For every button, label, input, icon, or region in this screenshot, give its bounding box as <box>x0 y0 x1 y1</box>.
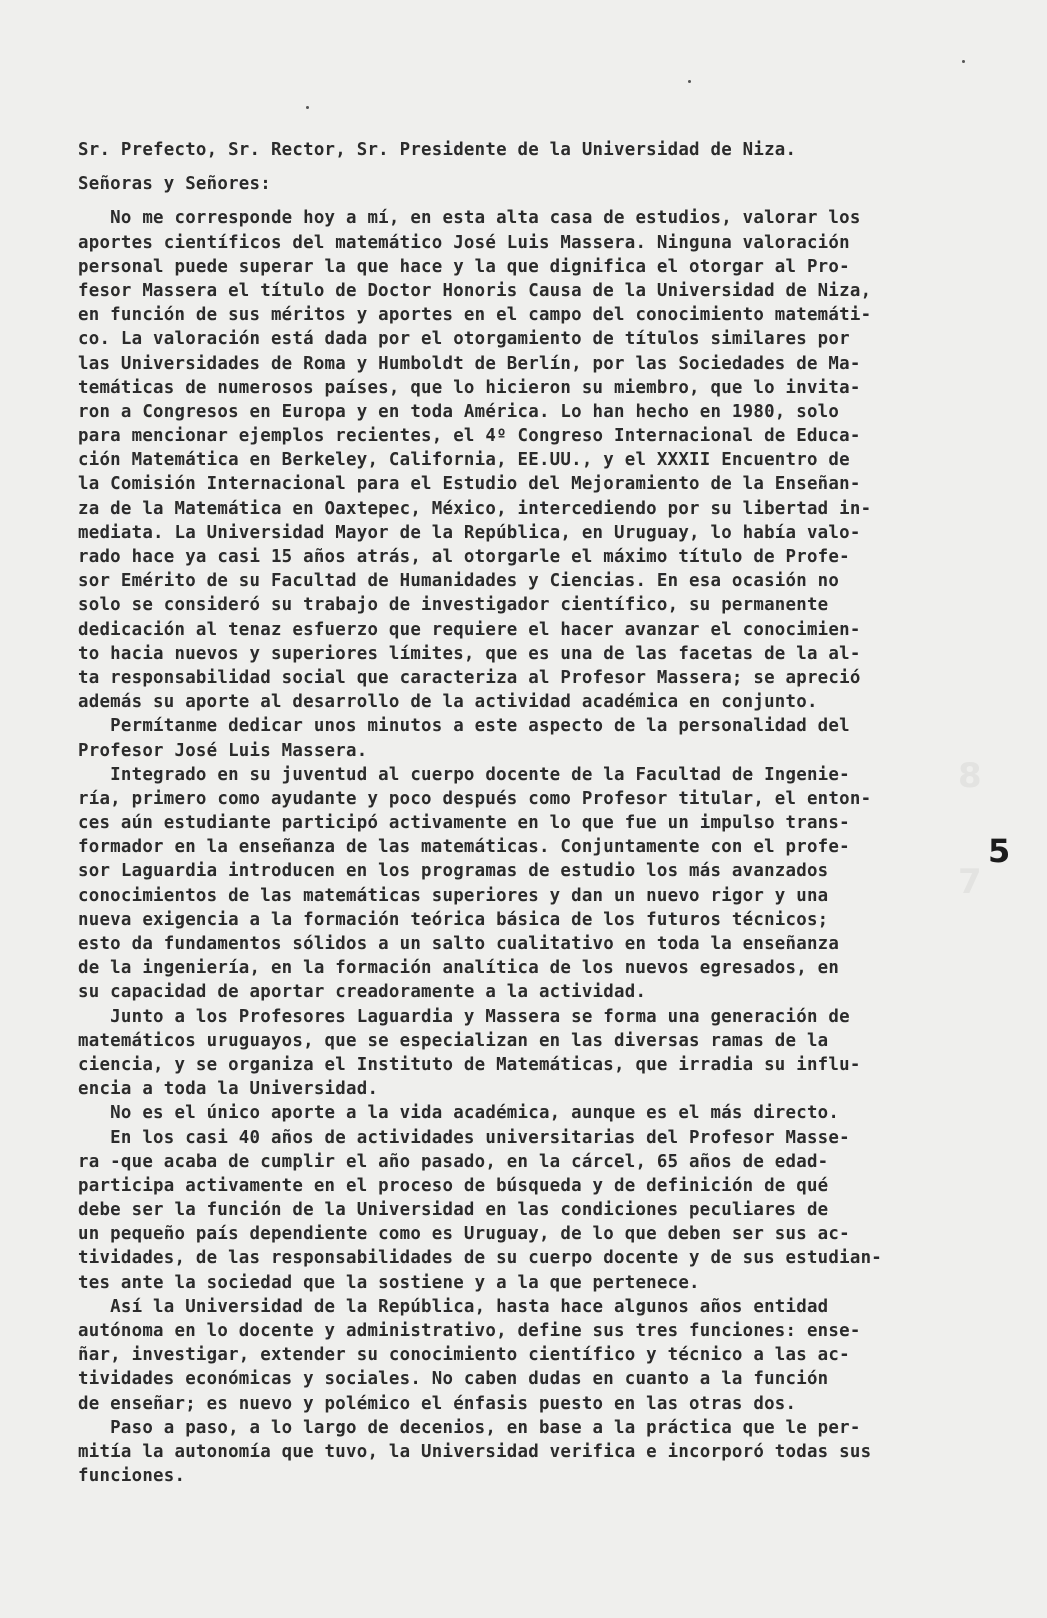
text-line: la Comisión Internacional para el Estudio del Mejoramiento de la Enseñan- <box>78 474 861 495</box>
text-line: las Universidades de Roma y Humboldt de Berlín, por las Sociedades de Ma- <box>78 353 861 374</box>
text-line: tividades, de las responsabilidades de su cuerpo docente y de sus estudian- <box>78 1248 883 1269</box>
letter-body <box>78 138 968 1488</box>
text-line: Señoras y Señores: <box>78 174 271 195</box>
text-line: para mencionar ejemplos recientes, el 4º Congreso Internacional de Educa- <box>78 426 861 447</box>
text-line: en función de sus méritos y aportes en el campo del conocimiento matemáti- <box>78 305 872 326</box>
text-line: ción Matemática en Berkeley, California, EE.UU., y el XXXII Encuentro de <box>78 450 850 471</box>
text-line: mediata. La Universidad Mayor de la República, en Uruguay, lo había valo- <box>78 522 861 543</box>
text-line: Integrado en su juventud al cuerpo docente de la Facultad de Ingenie- <box>78 764 850 785</box>
paper-speck <box>962 60 965 63</box>
text-line: además su aporte al desarrollo de la actividad académica en conjunto. <box>78 692 818 713</box>
text-line: funciones. <box>78 1466 186 1487</box>
text-line: Sr. Prefecto, Sr. Rector, Sr. Presidente de la Universidad de Niza. <box>78 140 797 160</box>
text-line: aportes científicos del matemático José Luis Massera. Ninguna valoración <box>78 232 850 253</box>
text-line: conocimientos de las matemáticas superiores y dan un nuevo rigor y una <box>78 885 829 906</box>
text-line: de la ingeniería, en la formación analítica de los nuevos egresados, en <box>78 958 840 979</box>
text-line: autónoma en lo docente y administrativo, define sus tres funciones: ense- <box>78 1321 861 1341</box>
text-line: formador en la enseñanza de las matemáticas. Conjuntamente con el profe- <box>78 837 850 858</box>
text-line: Paso a paso, a lo largo de decenios, en base a la práctica que le per- <box>78 1417 861 1438</box>
text-line: debe ser la función de la Universidad en las condiciones peculiares de <box>78 1200 829 1221</box>
text-line: Profesor José Luis Massera. <box>78 740 368 761</box>
text-line: co. La valoración está dada por el otorgamiento de títulos similares por <box>78 329 850 350</box>
text-line: fesor Massera el título de Doctor Honoris Causa de la Universidad de Niza, <box>78 280 872 301</box>
text-line: personal puede superar la que hace y la que dignifica el otorgar al Pro- <box>78 256 850 277</box>
page-number: 5 <box>988 832 1011 870</box>
text-line: tividades económicas y sociales. No caben dudas en cuanto a la función <box>78 1369 829 1390</box>
text-line: dedicación al tenaz esfuerzo que requiere el hacer avanzar el conocimien- <box>78 619 861 640</box>
text-line: ta responsabilidad social que caracteriza al Profesor Massera; se apreció <box>78 667 861 688</box>
text-line: ron a Congresos en Europa y en toda América. Lo han hecho en 1980, solo <box>78 401 840 422</box>
text-line: to hacia nuevos y superiores límites, que es una de las facetas de la al- <box>78 643 861 664</box>
text-line: sor Laguardia introducen en los programas de estudio los más avanzados <box>78 861 829 882</box>
text-line: Así la Universidad de la República, hasta hace algunos años entidad <box>78 1296 829 1317</box>
text-line: ñar, investigar, extender su conocimiento científico y técnico a las ac- <box>78 1345 850 1366</box>
text-line: ciencia, y se organiza el Instituto de Matemáticas, que irradia su influ- <box>78 1054 861 1075</box>
text-line: de enseñar; es nuevo y polémico el énfasis puesto en las otras dos. <box>78 1393 797 1414</box>
text-line: Junto a los Profesores Laguardia y Massera se forma una generación de <box>78 1006 850 1027</box>
text-line: participa activamente en el proceso de búsqueda y de definición de qué <box>78 1175 829 1196</box>
paper-speck <box>306 106 309 109</box>
text-line: matemáticos uruguayos, que se especializan en las diversas ramas de la <box>78 1030 829 1051</box>
text-line: No es el único aporte a la vida académica, aunque es el más directo. <box>78 1103 840 1124</box>
text-line: un pequeño país dependiente como es Uruguay, de lo que deben ser sus ac- <box>78 1224 850 1245</box>
text-line: temáticas de numerosos países, que lo hicieron su miembro, que lo invita- <box>78 377 861 398</box>
text-line: za de la Matemática en Oaxtepec, México, intercediendo por su libertad in- <box>78 498 872 519</box>
text-line: No me corresponde hoy a mí, en esta alta casa de estudios, valorar los <box>78 208 861 229</box>
text-line: En los casi 40 años de actividades universitarias del Profesor Masse- <box>78 1127 850 1148</box>
bleed-through-mark: 7 <box>958 862 982 902</box>
text-line: ra -que acaba de cumplir el año pasado, en la cárcel, 65 años de edad- <box>78 1151 829 1172</box>
paper-speck <box>688 80 691 83</box>
text-line: ces aún estudiante participó activamente en lo que fue un impulso trans- <box>78 813 850 834</box>
text-line: nueva exigencia a la formación teórica básica de los futuros técnicos; <box>78 909 829 930</box>
text-line: tes ante la sociedad que la sostiene y a la que pertenece. <box>78 1272 700 1293</box>
text-line: solo se consideró su trabajo de investigador científico, su permanente <box>78 595 829 616</box>
text-line: Permítanme dedicar unos minutos a este aspecto de la personalidad del <box>78 716 850 737</box>
text-line: encia a toda la Universidad. <box>78 1079 379 1100</box>
text-line: mitía la autonomía que tuvo, la Universidad verifica e incorporó todas sus <box>78 1441 872 1462</box>
text-line: ría, primero como ayudante y poco después como Profesor titular, el enton- <box>78 788 872 809</box>
text-line: rado hace ya casi 15 años atrás, al otorgarle el máximo título de Profe- <box>78 547 850 567</box>
text-line: esto da fundamentos sólidos a un salto cualitativo en toda la enseñanza <box>78 934 840 954</box>
text-line: su capacidad de aportar creadoramente a la actividad. <box>78 982 647 1003</box>
text-line: sor Emérito de su Facultad de Humanidades y Ciencias. En esa ocasión no <box>78 571 840 592</box>
bleed-through-mark: 8 <box>958 756 982 796</box>
